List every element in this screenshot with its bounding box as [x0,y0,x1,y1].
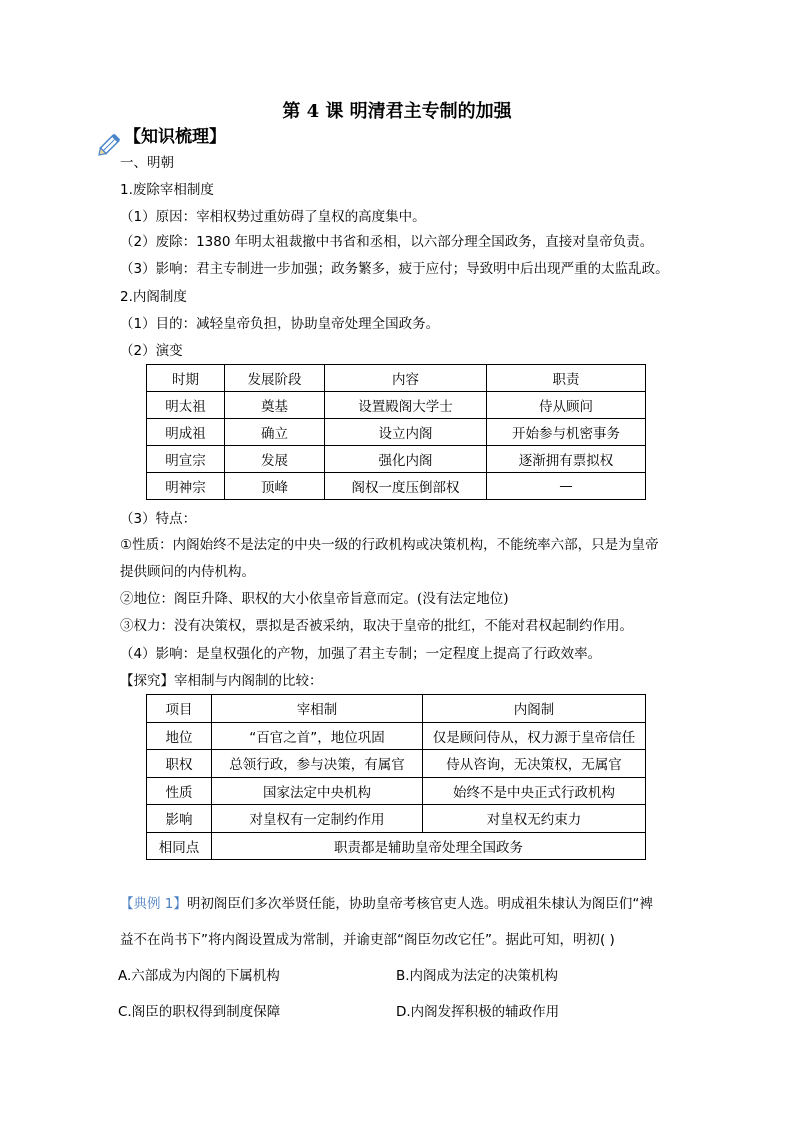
table-cell: 设置殿阁大学士 [325,392,487,419]
table-row [147,805,646,833]
item1-reason: （1）原因：宰相权势过重妨碍了皇权的高度集中。 [120,209,426,225]
table-cell: 逐渐拥有票拟权 [487,446,646,473]
table-cell: 奠基 [225,392,325,419]
table-cell: 国家法定中央机构 [212,777,423,805]
table-cell: 设立内阁 [325,419,487,446]
table-cell: 明成祖 [147,419,225,446]
example-text: 明初阁臣们多次举贤任能，协助皇帝考核官吏人选。明成祖朱棣认为阁臣们“裨 [186,896,653,912]
page-title: 第 4 课 明清君主专制的加强 [282,101,512,122]
table-header-cell: 项目 [147,695,212,723]
features-title: （3）特点： [120,511,197,527]
section-heading: 【知识梳理】 [124,127,226,147]
table-cell: 明宣宗 [147,446,225,473]
example-question-cont: 益不在尚书下”将内阁设置成为常制，并谕吏部“阁臣勿改它任”。据此可知，明初( ) [120,932,615,948]
table-cell: 仅是顾问侍从，权力源于皇帝信任 [423,722,646,750]
table-row [147,392,646,419]
table-cell: 明神宗 [147,473,225,500]
table-cell: 影响 [147,805,212,833]
table-row [147,777,646,805]
table-cell: 职权 [147,750,212,778]
table-cell: 总领行政，参与决策，有属官 [212,750,423,778]
table-row [147,722,646,750]
table-cell: 顶峰 [225,473,325,500]
table-cell: 对皇权无约束力 [423,805,646,833]
table-cell: 侍从顾问 [487,392,646,419]
item1-impact: （3）影响：君主专制进一步加强；政务繁多，疲于应付；导致明中后出现严重的太监乱政。 [120,261,669,277]
table-header-cell: 宰相制 [212,695,423,723]
table-header-cell: 发展阶段 [225,365,325,392]
item2-title: 2.内阁制度 [120,289,187,305]
feature-power: ③权力：没有决策权，票拟是否被采纳，取决于皇帝的批红，不能对君权起制约作用。 [120,618,633,634]
table-cell: 强化内阁 [325,446,487,473]
item1-title: 1.废除宰相制度 [120,182,214,198]
example-question [120,892,653,912]
table-row [147,832,646,860]
table-cell: 始终不是中央正式行政机构 [423,777,646,805]
table-row [147,446,646,473]
explore-title: 【探究】宰相制与内阁制的比较： [120,673,323,689]
table-cell: — [487,473,646,500]
option-d[interactable]: D.内阁发挥积极的辅政作用 [396,1004,560,1020]
table-cell: 阁权一度压倒部权 [325,473,487,500]
item2-evolution: （2）演变 [120,343,183,359]
table-cell: 侍从咨询，无决策权，无属官 [423,750,646,778]
option-c[interactable]: C.阁臣的职权得到制度保障 [118,1004,281,1020]
option-b[interactable]: B.内阁成为法定的决策机构 [396,968,559,984]
table-header-row [147,365,646,392]
part-heading: 一、明朝 [120,155,174,171]
item1-abolish: （2）废除：1380 年明太祖裁撤中书省和丞相，以六部分理全国政务，直接对皇帝负责。 [120,234,654,250]
table-header-cell: 职责 [487,365,646,392]
feature-nature-cont: 提供顾问的内侍机构。 [120,564,255,580]
table-cell: 地位 [147,722,212,750]
table-row [147,473,646,500]
table-cell: 确立 [225,419,325,446]
table-header-cell: 内容 [325,365,487,392]
table-cell: 性质 [147,777,212,805]
evolution-table [146,364,646,500]
table-row [147,750,646,778]
option-a[interactable]: A.六部成为内阁的下属机构 [118,968,280,984]
table-header-row [147,695,646,723]
feature-nature: ①性质：内阁始终不是法定的中央一级的行政机构或决策机构，不能统率六部，只是为皇帝 [120,537,659,553]
example-label: 【典例 1】 [120,896,187,912]
table-cell: 相同点 [147,832,212,860]
table-cell: “百官之首”，地位巩固 [212,722,423,750]
table-cell: 开始参与机密事务 [487,419,646,446]
comparison-table [146,694,646,860]
table-header-cell: 时期 [147,365,225,392]
table-row [147,419,646,446]
table-cell: 明太祖 [147,392,225,419]
table-cell: 职责都是辅助皇帝处理全国政务 [212,832,646,860]
table-cell: 对皇权有一定制约作用 [212,805,423,833]
table-cell: 发展 [225,446,325,473]
item2-purpose: （1）目的：减轻皇帝负担，协助皇帝处理全国政务。 [120,316,440,332]
table-header-cell: 内阁制 [423,695,646,723]
feature-status: ②地位：阁臣升降、职权的大小依皇帝旨意而定。(没有法定地位) [120,591,509,607]
item2-impact: （4）影响：是皇权强化的产物，加强了君主专制；一定程度上提高了行政效率。 [120,646,602,662]
